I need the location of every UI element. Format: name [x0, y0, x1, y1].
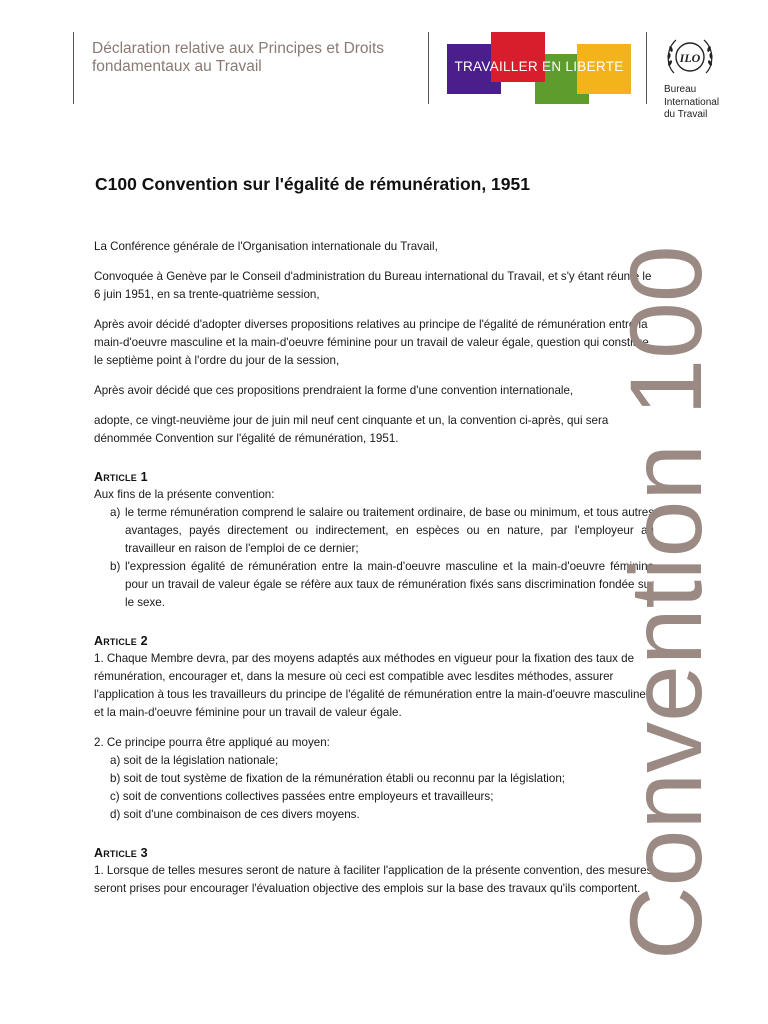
article-2-heading: Article 2	[94, 634, 148, 648]
preamble-paragraph: Après avoir décidé que ces propositions prendraient la forme d'une convention internationale,	[94, 384, 574, 397]
list-item: c) soit de conventions collectives passées entre employeurs et travailleurs;	[110, 790, 494, 803]
ilo-logo-icon	[664, 33, 716, 81]
ilo-org-name-line3: du Travail	[664, 109, 708, 120]
ilo-org-name-line1: Bureau	[664, 84, 697, 95]
list-item: b) soit de tout système de fixation de la rémunération établi ou reconnu par la législation;	[110, 772, 565, 785]
article-3-paragraph-1: 1. Lorsque de telles mesures seront de nature à faciliter l'application de la présente convention, des mesures seront prises pour encourager l'évaluation objective des emplois sur la base des travaux qu'ils comportent.	[94, 864, 653, 895]
header-divider-left	[73, 32, 74, 104]
header-title	[92, 40, 412, 76]
side-title-convention: Convention 100	[609, 245, 723, 960]
document-body	[94, 238, 654, 898]
list-item	[94, 558, 654, 612]
banner-red-square	[491, 32, 545, 82]
list-item-text: le terme rémunération comprend le salaire ou traitement ordinaire, de base ou minimum, et tous autres avantages, payés directement ou indirectement, en espèces ou en nature, par l'employeur au travailleur en raison de l'emploi de ce dernier;	[125, 506, 654, 555]
document-title: C100 Convention sur l'égalité de rémunération, 1951	[95, 174, 530, 194]
header-title-line1: Déclaration relative aux Principes et Droits	[92, 40, 385, 57]
article-1-items	[94, 504, 654, 612]
preamble-paragraph: La Conférence générale de l'Organisation internationale du Travail,	[94, 240, 438, 253]
ilo-logo-letters: ILO	[679, 51, 701, 65]
article-2-items	[94, 752, 654, 824]
list-item-text: l'expression égalité de rémunération entre la main-d'oeuvre masculine et la main-d'oeuvre féminine pour un travail de valeur égale se réfère aux taux de rémunération fixés sans discrimination fondée sur le sexe.	[125, 560, 654, 609]
travailler-en-liberte-banner	[447, 32, 631, 104]
banner-text: TRAVAILLER EN LIBERTE	[454, 59, 624, 74]
list-item: d) soit d'une combinaison de ces divers moyens.	[110, 808, 360, 821]
article-2-paragraph-2: 2. Ce principe pourra être appliqué au moyen:	[94, 736, 330, 749]
preamble-paragraph: Convoquée à Genève par le Conseil d'administration du Bureau international du Travail, et s'y étant réunie le 6 juin 1951, en sa trente-quatrième session,	[94, 270, 652, 301]
preamble-paragraph: Après avoir décidé d'adopter diverses propositions relatives au principe de l'égalité de rémunération entre la main-d'oeuvre masculine et la main-d'oeuvre féminine pour un travail de valeur égale, question qui constitue le septième point à l'ordre du jour de la session,	[94, 318, 649, 367]
header-title-line2: fondamentaux au Travail	[92, 58, 262, 75]
article-3-heading: Article 3	[94, 846, 148, 860]
ilo-org-name	[664, 84, 719, 122]
article-1-heading: Article 1	[94, 470, 148, 484]
list-item-label: a)	[110, 506, 121, 519]
article-1-intro: Aux fins de la présente convention:	[94, 488, 275, 501]
header-divider-middle	[428, 32, 429, 104]
article-2-paragraph-1: 1. Chaque Membre devra, par des moyens adaptés aux méthodes en vigueur pour la fixation des taux de rémunération, encourager et, dans la mesure où ceci est compatible avec lesdites méthodes, assurer l'application à tous les travailleurs du principe de l'égalité de rémunération entre la main-d'oeuvre masculine et la main-d'oeuvre féminine pour un travail de valeur égale.	[94, 652, 646, 719]
ilo-org-name-line2: International	[664, 96, 720, 108]
header-divider-right	[646, 32, 647, 104]
preamble-paragraph: adopte, ce vingt-neuvième jour de juin mil neuf cent cinquante et un, la convention ci-après, qui sera dénommée Convention sur l'égalité de rémunération, 1951.	[94, 414, 609, 445]
list-item	[94, 504, 654, 558]
list-item-label: b)	[110, 560, 121, 573]
list-item: a) soit de la législation nationale;	[110, 754, 279, 767]
